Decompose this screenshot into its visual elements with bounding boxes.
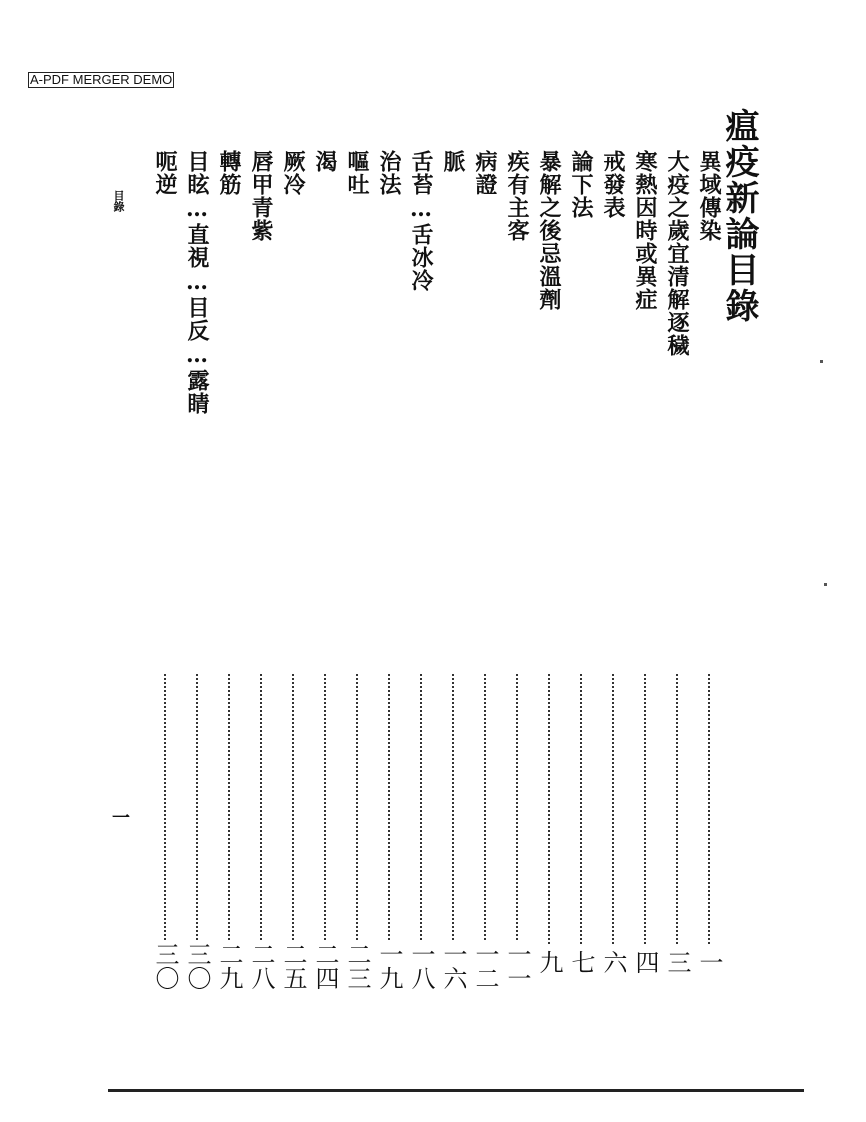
toc-entry <box>246 150 276 990</box>
toc-entry <box>534 150 564 990</box>
toc-entry <box>630 150 660 990</box>
entry-title: 渴 <box>312 150 338 173</box>
toc-entry <box>342 150 372 990</box>
book-title: 瘟疫新論目錄 <box>719 108 759 324</box>
leader-dots <box>260 674 262 944</box>
entry-page-number: 一二 <box>471 942 499 990</box>
toc-entry <box>406 150 436 990</box>
entry-title: 暴解之後忌溫劑 <box>536 150 562 311</box>
entry-title: 大疫之歲宜清解逐穢 <box>664 150 690 357</box>
entry-page-number: 二九 <box>215 942 243 990</box>
entry-title: 治法 <box>376 150 402 196</box>
entry-page-number: 三〇 <box>151 942 179 990</box>
leader-dots <box>708 674 710 944</box>
toc-entry <box>470 150 500 990</box>
entry-page-number: 一一 <box>503 942 531 990</box>
entry-page-number: 九 <box>534 950 564 990</box>
leader-dots <box>612 674 614 944</box>
entry-title: 舌苔…舌冰冷 <box>408 150 434 292</box>
leader-dots <box>420 674 422 944</box>
entry-page-number: 一 <box>694 950 724 990</box>
entry-page-number: 一六 <box>439 942 467 990</box>
watermark-label: A-PDF MERGER DEMO <box>30 72 173 87</box>
entry-title: 呃逆 <box>152 150 178 196</box>
entry-title: 轉筋 <box>216 150 242 196</box>
entry-title: 異域傳染 <box>696 150 722 242</box>
leader-dots <box>228 674 230 944</box>
toc-entry <box>214 150 244 990</box>
leader-dots <box>356 674 358 944</box>
leader-dots <box>548 674 550 944</box>
scan-speck <box>824 583 827 586</box>
leader-dots <box>644 674 646 944</box>
running-head: 目錄 <box>112 190 125 212</box>
entry-page-number: 一九 <box>375 942 403 990</box>
entry-title: 寒熱因時或異症 <box>632 150 658 311</box>
leader-dots <box>164 674 166 944</box>
leader-dots <box>516 674 518 944</box>
leader-dots <box>196 674 198 944</box>
leader-dots <box>484 674 486 944</box>
entry-page-number: 二三 <box>343 942 371 990</box>
entry-title: 論下法 <box>568 150 594 219</box>
entry-title: 脈 <box>440 150 466 173</box>
entry-page-number: 六 <box>598 950 628 990</box>
toc-entry <box>278 150 308 990</box>
entry-title: 病證 <box>472 150 498 196</box>
entry-page-number: 七 <box>566 950 596 990</box>
toc-entry <box>694 150 724 990</box>
entry-page-number: 二八 <box>247 942 275 990</box>
entry-page-number: 一八 <box>407 942 435 990</box>
toc-entry <box>150 150 180 990</box>
toc-entry <box>662 150 692 990</box>
toc-entry <box>438 150 468 990</box>
entry-title: 目眩…直視…目反…露睛 <box>184 150 210 415</box>
toc-entry <box>502 150 532 990</box>
entry-title: 厥冷 <box>280 150 306 196</box>
entry-title: 嘔吐 <box>344 150 370 196</box>
entry-title: 疾有主客 <box>504 150 530 242</box>
leader-dots <box>388 674 390 944</box>
entry-title: 戒發表 <box>600 150 626 219</box>
entry-page-number: 二四 <box>311 942 339 990</box>
scan-speck <box>820 360 823 363</box>
leader-dots <box>580 674 582 944</box>
bottom-rule <box>108 1089 804 1092</box>
leader-dots <box>324 674 326 944</box>
entry-title: 唇甲青紫 <box>248 150 274 242</box>
toc-entry <box>182 150 212 990</box>
toc-entry <box>374 150 404 990</box>
entry-page-number: 三 <box>662 950 692 990</box>
leader-dots <box>452 674 454 944</box>
entry-page-number: 四 <box>630 950 660 990</box>
entry-page-number: 二五 <box>279 942 307 990</box>
toc-entry <box>566 150 596 990</box>
folio-number: 一 <box>109 808 130 826</box>
entry-page-number: 三〇 <box>183 942 211 990</box>
toc-entry <box>310 150 340 990</box>
toc-entry <box>598 150 628 990</box>
leader-dots <box>676 674 678 944</box>
leader-dots <box>292 674 294 944</box>
